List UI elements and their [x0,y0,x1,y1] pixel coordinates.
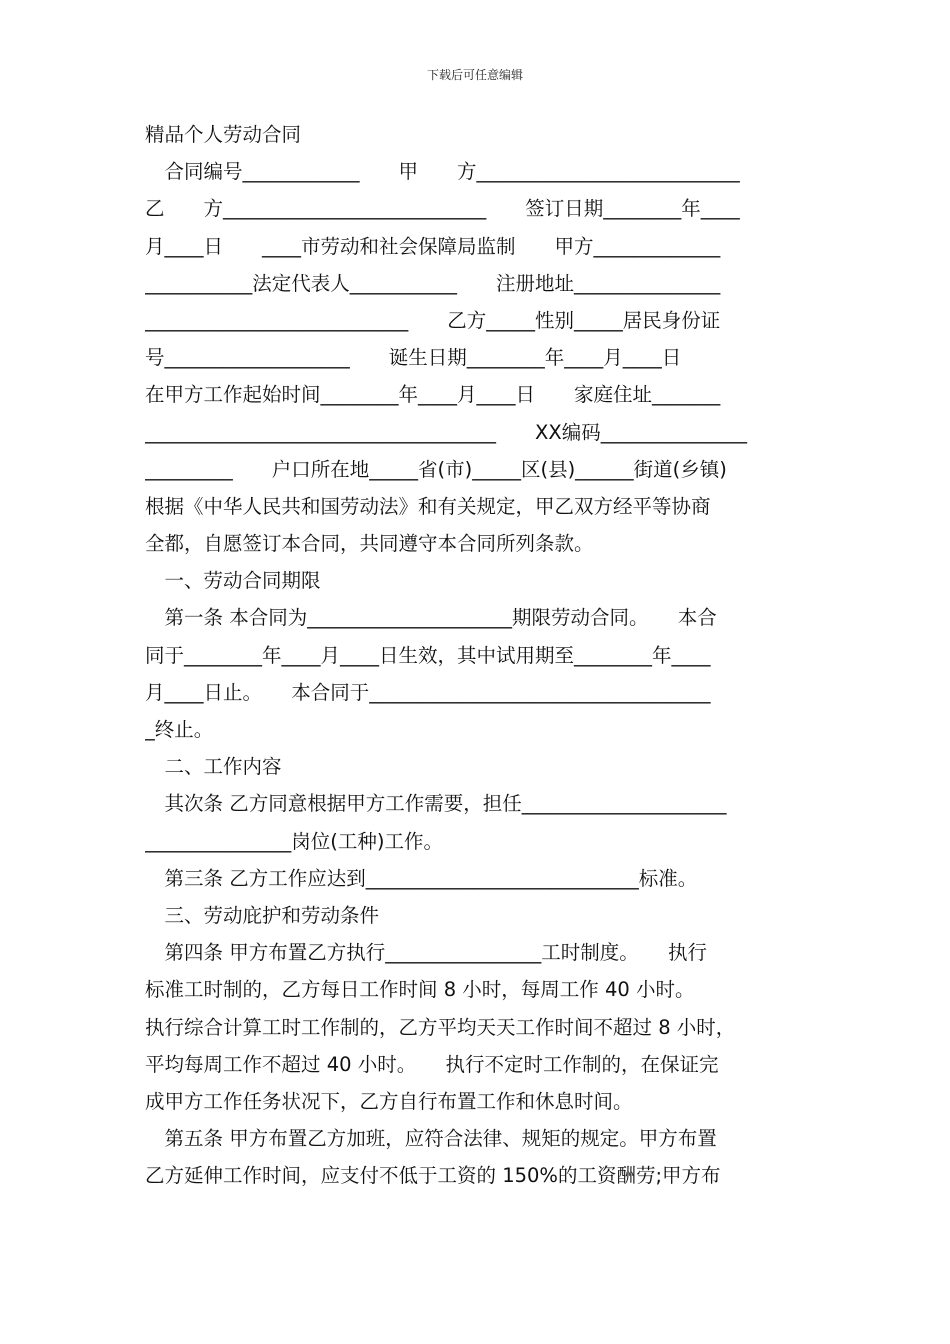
text-line: ___________法定代表人___________ 注册地址_______________ [145,271,721,295]
text-line: 第四条 甲方布置乙方执行________________工时制度。 执行 [145,941,707,965]
text-line: 乙 方___________________________ 签订日期________年____ [145,197,740,221]
contract-body [145,116,807,1194]
text-line: _终止。 [145,718,214,741]
text-line: 标准工时制的，乙方每日工作时间 8 小时，每周工作 40 小时。 [145,978,695,1002]
text-line: 在甲方工作起始时间________年____月____日 家庭住址_______ [145,383,721,407]
text-line: 月____日止。 本合同于___________________________________ [145,680,711,704]
text-line: 其次条 乙方同意根据甲方工作需要，担任_____________________ [145,792,727,816]
text-line: 同于________年____月____日生效，其中试用期至________年____ [145,643,711,667]
text-line: 第一条 本合同为_____________________期限劳动合同。 本合 [145,606,717,630]
text-line: 根据《中华人民共和国劳动法》和有关规定，甲乙双方经平等协商 [145,494,711,518]
text-line: 执行综合计算工时工作制的，乙方平均天天工作时间不超过 8 小时， [145,1015,736,1039]
text-line: ___________________________ 乙方_____性别_____居民身份证 [145,308,721,332]
text-line: 平均每周工作不超过 40 小时。 执行不定时工作制的，在保证完 [145,1052,719,1076]
text-line: ____________________________________ XX编码_______________ [145,420,747,444]
text-line: 第三条 乙方工作应达到____________________________标准。 [145,866,698,890]
text-line: 月____日 ____市劳动和社会保障局监制 甲方_____________ [145,234,721,258]
text-line: 全都，自愿签订本合同，共同遵守本合同所列条款。 [145,532,594,556]
document-title: 精品个人劳动合同 [145,123,302,146]
section-heading: 三、劳动庇护和劳动条件 [145,903,380,927]
section-heading: 二、工作内容 [145,755,282,779]
text-line: 成甲方工作任务状况下，乙方自行布置工作和休息时间。 [145,1089,633,1113]
header-note: 下载后可任意编辑 [426,68,523,82]
text-line: 号___________________ 诞生日期________年____月____日 [145,346,682,370]
text-line: 第五条 甲方布置乙方加班，应符合法律、规矩的规定。甲方布置 [145,1127,717,1151]
text-line: 乙方延伸工作时间，应支付不低于工资的 150%的工资酬劳;甲方布 [145,1164,721,1188]
text-line: _______________岗位(工种)工作。 [145,829,443,853]
text-line: _________ 户口所在地_____省(市)_____区(县)______街道(乡镇) [145,457,727,481]
section-heading: 一、劳动合同期限 [145,569,321,593]
text-line: 合同编号____________ 甲 方___________________________ [145,160,740,184]
